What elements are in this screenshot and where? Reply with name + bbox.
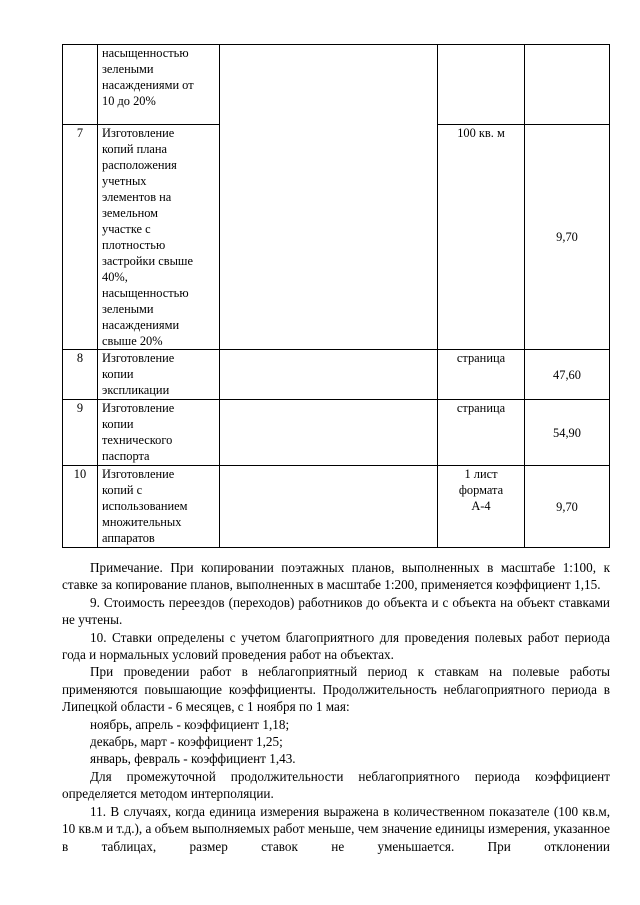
table-row <box>63 400 610 466</box>
note-paragraph: Примечание. При копировании поэтажных планов, выполненных в масштабе 1:100, к ставке за копирование планов, выполненных в масштабе 1:200, применяется коэффициент 1,15. <box>62 560 610 593</box>
rates-table <box>62 44 610 548</box>
work-name: насыщенностью зелеными насаждениями от 10 до 20% <box>98 45 220 125</box>
unit-cell: страница <box>438 400 525 466</box>
coefficient-item: декабрь, март - коэффициент 1,25; <box>90 734 283 750</box>
row-number <box>63 45 98 125</box>
work-name: Изготовление копий плана расположения учетных элементов на земельном участке с плотностью застройки свыше 40%, насыщенностью зелеными насаждениями свыше 20% <box>98 125 220 350</box>
row-number: 7 <box>63 125 98 350</box>
work-description <box>220 45 438 350</box>
coefficient-item: январь, февраль - коэффициент 1,43. <box>90 751 296 767</box>
price-cell: 9,70 <box>525 466 610 548</box>
row-number: 8 <box>63 350 98 400</box>
row-number: 10 <box>63 466 98 548</box>
work-description <box>220 466 438 548</box>
paragraph-10-conditions: При проведении работ в неблагоприятный период к ставкам на полевые работы применяются повышающие коэффициенты. Продолжительность неблагоприятного периода в Липецкой области - 6 месяцев, с 1 ноября по 1 мая: <box>62 664 610 715</box>
row-number: 9 <box>63 400 98 466</box>
price-cell <box>525 45 610 125</box>
table-row <box>63 466 610 548</box>
work-name: Изготовление копии технического паспорта <box>98 400 220 466</box>
unit-cell: 100 кв. м <box>438 125 525 350</box>
paragraph-10: 10. Ставки определены с учетом благоприятного для проведения полевых работ периода года и нормальных условий проведения работ на объектах. <box>62 629 610 663</box>
price-cell: 9,70 <box>525 125 610 350</box>
paragraph-9: 9. Стоимость переездов (переходов) работников до объекта и с объекта на объект ставками не учтены. <box>62 594 610 628</box>
work-name: Изготовление копии экспликации <box>98 350 220 400</box>
paragraph-11: 11. В случаях, когда единица измерения выражена в количественном показателе (100 кв.м, 10 кв.м и т.д.), а объем выполняемых работ меньше, чем значение единицы измерения, указанное в таблицах, размер ставок не уменьшается. При отклонении <box>62 803 610 854</box>
work-description <box>220 400 438 466</box>
coefficient-item: ноябрь, апрель - коэффициент 1,18; <box>90 716 290 732</box>
unit-cell <box>438 45 525 125</box>
work-description <box>220 350 438 400</box>
unit-cell: 1 лист формата А-4 <box>438 466 525 548</box>
price-cell: 54,90 <box>525 400 610 466</box>
price-cell: 47,60 <box>525 350 610 400</box>
work-name: Изготовление копий с использованием множительных аппаратов <box>98 466 220 548</box>
body-text <box>62 559 610 855</box>
table-row <box>63 350 610 400</box>
interpolation-paragraph: Для промежуточной продолжительности неблагоприятного периода коэффициент определяется методом интерполяции. <box>62 768 610 802</box>
unit-cell: страница <box>438 350 525 400</box>
table-row <box>63 45 610 125</box>
